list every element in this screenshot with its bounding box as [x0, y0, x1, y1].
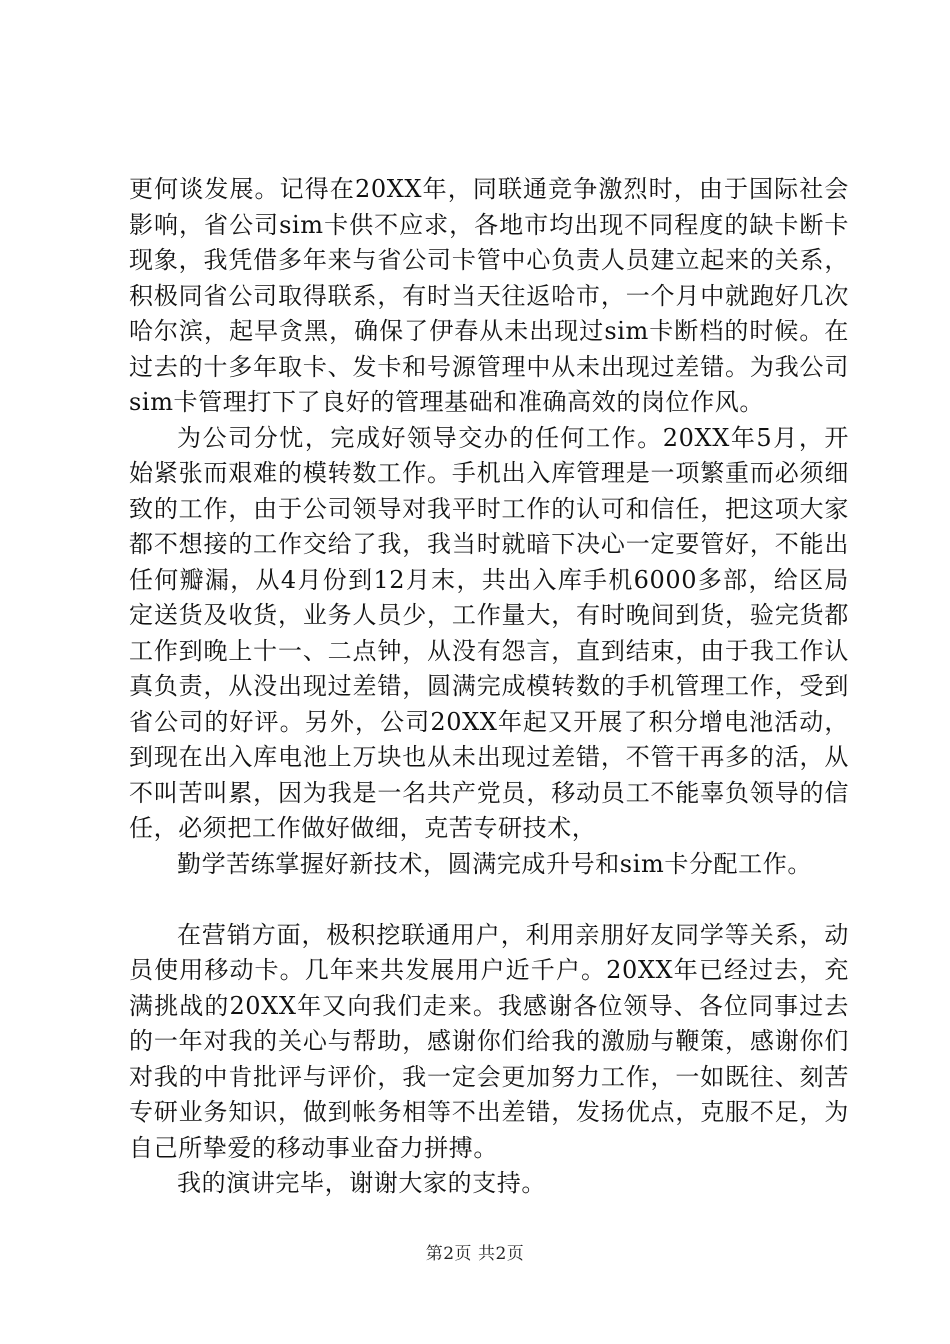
- document-body: [129, 172, 849, 1202]
- page-number-footer: 第2页 共2页: [425, 1244, 525, 1264]
- paragraph-new-technology: 勤学苦练掌握好新技术，圆满完成升号和sim卡分配工作。: [177, 849, 812, 878]
- paragraph-card-supply: 更何谈发展。记得在20XX年，同联通竞争激烈时，由于国际社会影响，省公司sim卡供不应求，各地市均出现不同程度的缺卡断卡现象，我凭借多年来与省公司卡管中心负责人员建立起来的关系，积极同省公司取得联系，有时当天往返哈市，一个月中就跑好几次哈尔滨，起早贪黑，确保了伊春从未出现过sim卡断档的时候。在过去的十多年取卡、发卡和号源管理中从未出现过差错。为我公司sim卡管理打下了良好的管理基础和准确高效的岗位作风。: [129, 175, 849, 416]
- paragraph-marketing: 在营销方面，极积挖联通用户，利用亲朋好友同学等关系，动员使用移动卡。几年来共发展用户近千户。20XX年已经过去，充满挑战的20XX年又向我们走来。我感谢各位领导、各位同事过去的一年对我的关心与帮助，感谢你们给我的激励与鞭策，感谢你们对我的中肯批评与评价，我一定会更加努力工作，一如既往、刻苦专研业务知识，做到帐务相等不出差错，发扬优点，克服不足，为自己所挚爱的移动事业奋力拼搏。: [129, 920, 849, 1162]
- paragraph-closing: 我的演讲完毕，谢谢大家的支持。: [177, 1169, 546, 1197]
- paragraph-phone-inventory: 为公司分忧，完成好领导交办的任何工作。20XX年5月，开始紧张而艰难的模转数工作。手机出入库管理是一项繁重而必须细致的工作，由于公司领导对我平时工作的认可和信任，把这项大家都不想接的工作交给了我，我当时就暗下决心一定要管好，不能出任何瓣漏，从4月份到12月末，共出入库手机6000多部，给区局定送货及收货，业务人员少，工作量大，有时晚间到货，验完货都工作到晚上十一、二点钟，从没有怨言，直到结束，由于我工作认真负责，从没出现过差错，圆满完成模转数的手机管理工作，受到省公司的好评。另外，公司20XX年起又开展了积分增电池活动，到现在出入库电池上万块也从未出现过差错，不管干再多的活，从不叫苦叫累，因为我是一名共产党员，移动员工不能辜负领导的信任，必须把工作做好做细，克苦专研技术，: [129, 423, 849, 842]
- paragraph-spacer: [129, 882, 849, 918]
